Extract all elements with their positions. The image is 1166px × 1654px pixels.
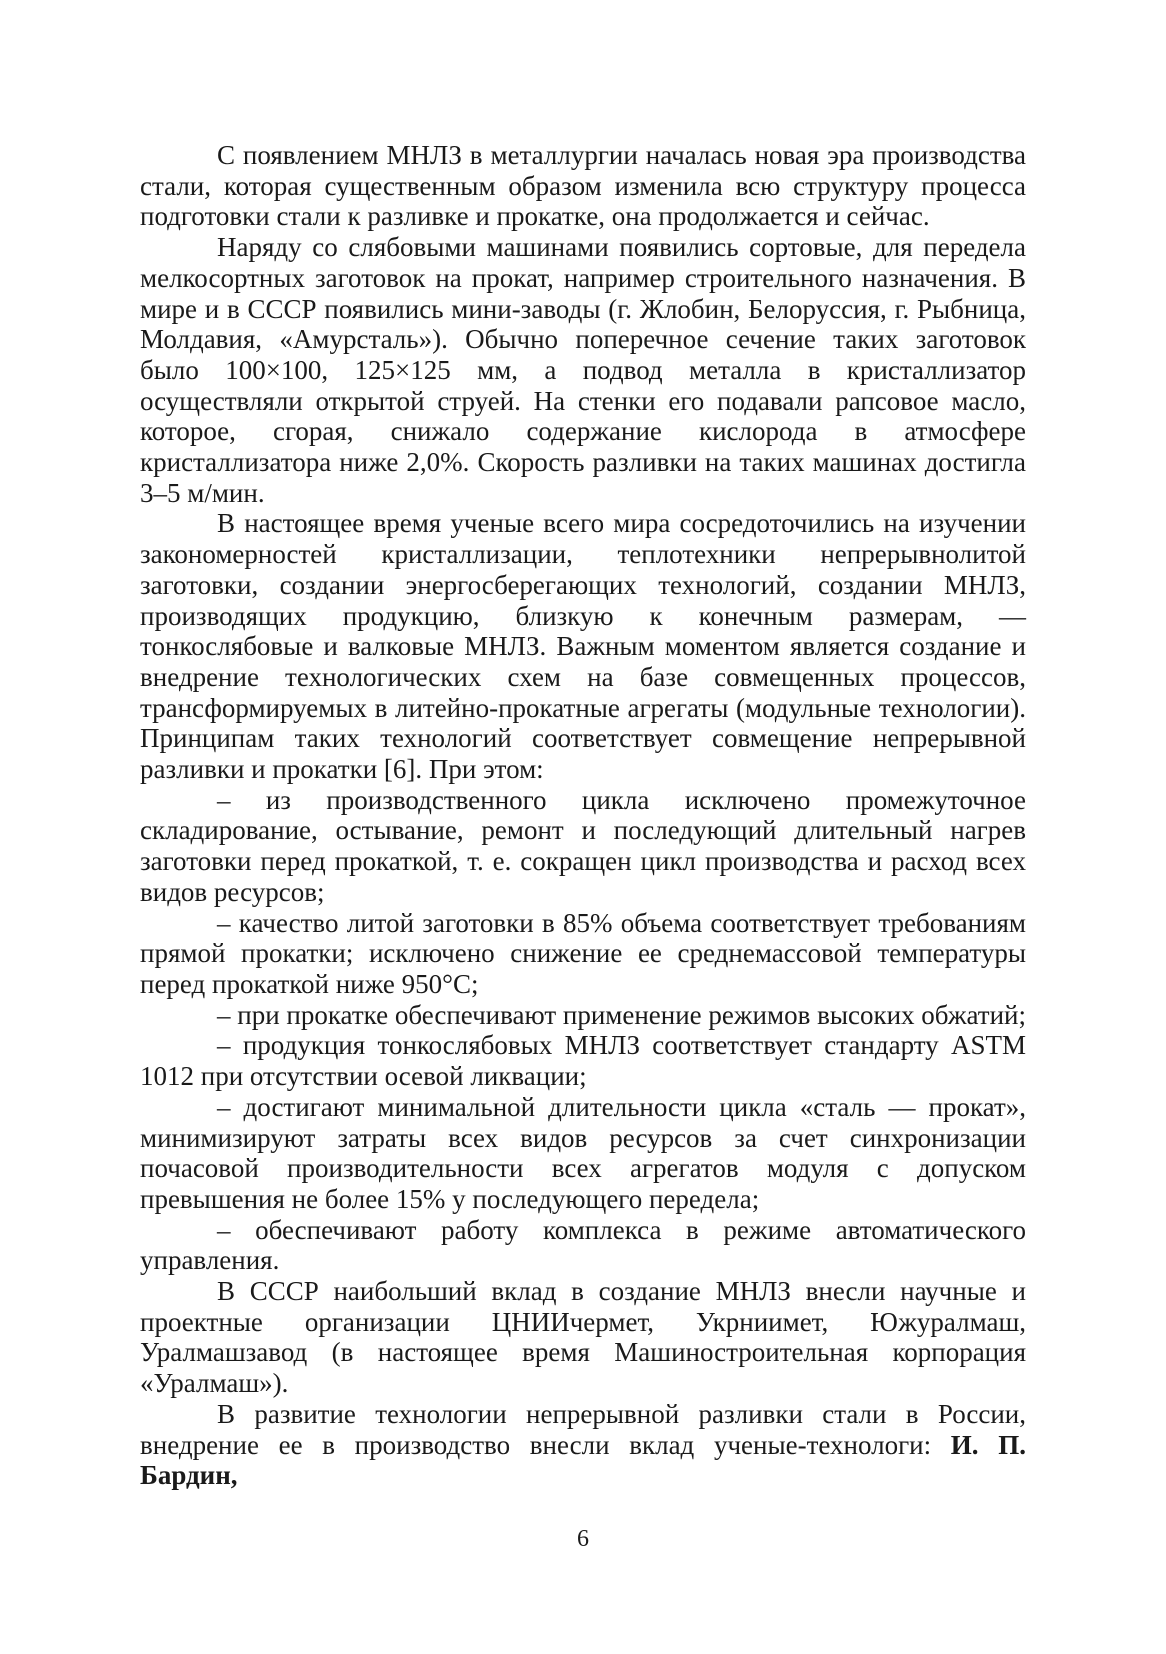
list-item-rolling-modes: – при прокатке обеспечивают применение режимов высоких обжатий; [217,999,1026,1030]
list-item-casting-quality: – качество литой заготовки в 85% объема соответствует требованиям прямой прокатки; исключено снижение ее среднемассовой температуры перед прокаткой ниже 950°С; [140,907,1026,999]
page-number: 6 [577,1526,589,1552]
paragraph-billet-machines: Наряду со слябовыми машинами появились сортовые, для передела мелкосортных заготовок на прокат, например строительного назначения. В мире и в СССР появились мини-заводы (г. Жлобин, Белоруссия, г. Рыбница, Молдавия, «Амурсталь»). Обычно поперечное сечение таких заготовок было 100×100, 125×125 мм, а подвод металла в кристаллизатор осуществляли открытой струей. На стенки его подавали рапсовое масло, которое, сгорая, снижало содержание кислорода в атмосфере кристаллизатора ниже 2,0%. Скорость разливки на таких машинах достигла 3–5 м/мин. [140,232,1026,508]
body-text [140,140,1026,1491]
final-paragraph-text: В развитие технологии непрерывной разливки стали в России, внедрение ее в производство внесли вклад ученые-технологи: [140,1398,1026,1460]
list-item-cycle-duration: – достигают минимальной длительности цикла «сталь — прокат», минимизируют затраты всех видов ресурсов за счет синхронизации почасовой производительности всех агрегатов модуля с допуском превышения не более 15% у последующего передела; [140,1091,1026,1214]
paragraph-russia-scientists [140,1399,1026,1491]
scientist-name-bold: И. П. Бардин, [140,1429,1026,1491]
list-item-astm-standard: – продукция тонкослябовых МНЛЗ соответствует стандарту ASTM 1012 при отсутствии осевой ликвации; [140,1030,1026,1092]
list-item-production-cycle: – из производственного цикла исключено промежуточное складирование, остывание, ремонт и последующий длительный нагрев заготовки перед прокаткой, т. е. сокращен цикл производства и расход всех видов ресурсов; [140,784,1026,907]
list-item-automatic-control: – обеспечивают работу комплекса в режиме автоматического управления. [140,1214,1026,1276]
paragraph-ussr-organizations: В СССР наибольший вклад в создание МНЛЗ внесли научные и проектные организации ЦНИИчермет, Укрниимет, Южуралмаш, Уралмашзавод (в настоящее время Машиностроительная корпорация «Уралмаш»). [140,1276,1026,1399]
paragraph-modern-research: В настоящее время ученые всего мира сосредоточились на изучении закономерностей кристаллизации, теплотехники непрерывнолитой заготовки, создании энергосберегающих технологий, создании МНЛЗ, производящих продукцию, близкую к конечным размерам, — тонкослябовые и валковые МНЛЗ. Важным моментом является создание и внедрение технологических схем на базе совмещенных процессов, трансформируемых в литейно-прокатные агрегаты (модульные технологии). Принципам таких технологий соответствует совмещение непрерывной разливки и прокатки [6]. При этом: [140,508,1026,785]
paragraph-intro: С появлением МНЛЗ в металлургии началась новая эра производства стали, которая существенным образом изменила всю структуру процесса подготовки стали к разливке и прокатке, она продолжается и сейчас. [140,140,1026,232]
